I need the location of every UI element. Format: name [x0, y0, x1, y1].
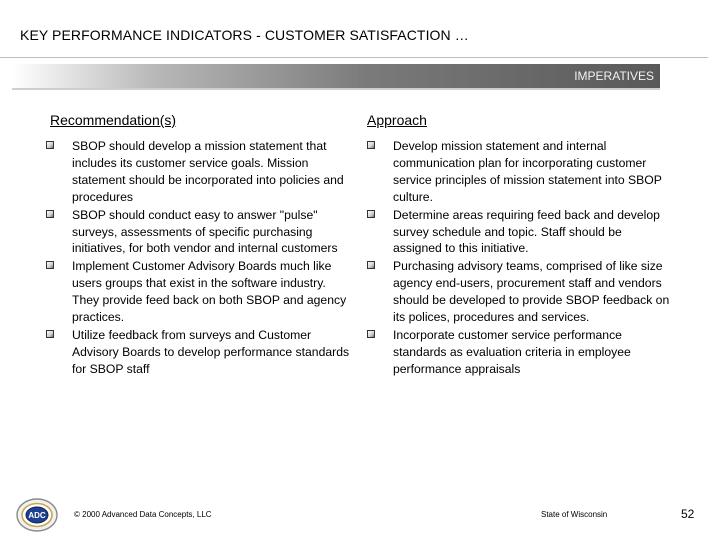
list-item [46, 138, 350, 206]
square-bullet-icon [367, 330, 375, 338]
banner-label: IMPERATIVES [574, 69, 654, 83]
square-bullet-icon [367, 210, 375, 218]
list-item-text: SBOP should conduct easy to answer "pulse" surveys, assessments of specific purchasing initiatives, for both vendor and internal customers [72, 207, 338, 256]
state-label: State of Wisconsin [541, 510, 608, 519]
list-item [367, 207, 672, 258]
approach-column [367, 112, 672, 379]
recommendations-column [50, 112, 350, 379]
square-bullet-icon [367, 261, 375, 269]
square-bullet-icon [46, 141, 54, 149]
list-item [367, 258, 672, 326]
list-item [46, 327, 350, 378]
list-item [367, 327, 672, 378]
list-item-text: Utilize feedback from surveys and Customer Advisory Boards to develop performance standards for SBOP staff [72, 327, 350, 376]
list-item [46, 207, 350, 258]
title-divider [0, 57, 708, 58]
list-item-text: Develop mission statement and internal communication plan for incorporating customer service principles of mission statement into SBOP culture. [393, 139, 662, 204]
list-item-text: SBOP should develop a mission statement that includes its customer service goals. Mission statement should be incorporated into policies and procedures [72, 139, 344, 204]
list-item-text: Incorporate customer service performance standards as evaluation criteria in employee performance appraisals [393, 327, 631, 376]
square-bullet-icon [46, 210, 54, 218]
copyright-text: © 2000 Advanced Data Concepts, LLC [74, 510, 212, 519]
square-bullet-icon [46, 261, 54, 269]
slide-title: KEY PERFORMANCE INDICATORS - CUSTOMER SATISFACTION … [20, 27, 469, 43]
approach-list [367, 138, 672, 378]
list-item-text: Implement Customer Advisory Boards much like users groups that exist in the software industry. They provide feed back on both SBOP and agency practices. [72, 259, 347, 325]
square-bullet-icon [46, 330, 54, 338]
list-item-text: Purchasing advisory teams, comprised of like size agency end-users, procurement staff and vendors should be developed to provide SBOP feedback on its polices, procedures and services. [393, 259, 670, 325]
recommendations-heading: Recommendation(s) [50, 112, 177, 128]
adc-logo [15, 496, 59, 534]
square-bullet-icon [367, 141, 375, 149]
approach-heading: Approach [367, 112, 427, 128]
page-number: 52 [681, 507, 695, 521]
list-item [367, 138, 672, 206]
imperatives-banner [12, 64, 660, 90]
list-item-text: Determine areas requiring feed back and develop survey schedule and topic. Staff should be assigned to this initiative. [393, 207, 660, 256]
logo-text: ADC [28, 511, 46, 520]
list-item [46, 258, 350, 326]
recommendations-list [50, 138, 350, 378]
